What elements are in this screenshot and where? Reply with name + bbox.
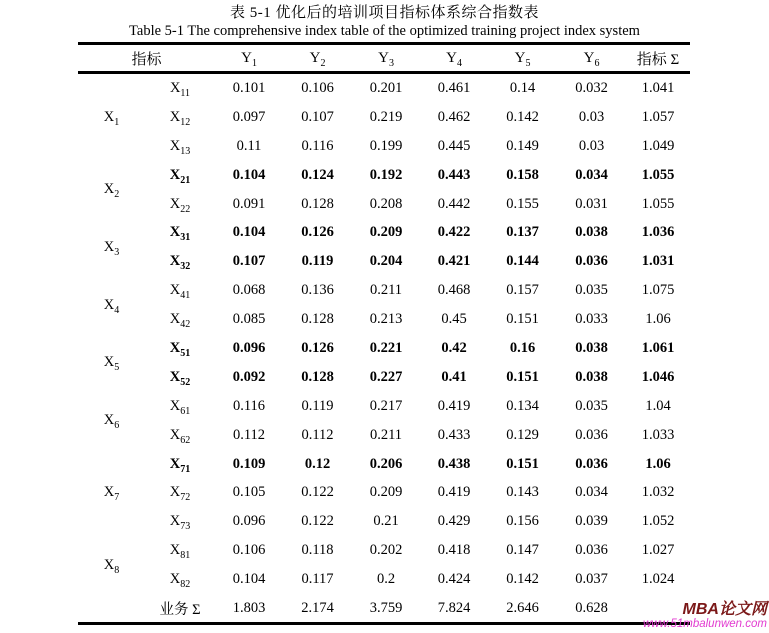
document-page bbox=[0, 4, 769, 630]
indicator-label-cell: $X_{41}$ bbox=[169, 282, 191, 302]
value-cell: 0.42 bbox=[441, 339, 467, 356]
value-cell: 0.142 bbox=[506, 571, 539, 588]
value-cell: 0.134 bbox=[506, 397, 539, 414]
value-cell: 0.097 bbox=[232, 108, 266, 125]
indicator-label-cell: $X_{21}$ bbox=[169, 166, 191, 186]
value-cell: 0.122 bbox=[301, 484, 334, 501]
group-label-cell: $X_8$ bbox=[103, 556, 120, 576]
indicator-label-cell: $X_{22}$ bbox=[169, 195, 191, 215]
value-cell: 0.219 bbox=[369, 108, 403, 125]
value-cell: 0.147 bbox=[506, 542, 539, 559]
table-row bbox=[78, 363, 690, 392]
value-cell: 0.221 bbox=[369, 339, 403, 356]
value-cell: 0.41 bbox=[441, 368, 467, 385]
header-y5: $Y_5$ bbox=[514, 49, 531, 69]
value-cell: 1.031 bbox=[641, 253, 675, 270]
value-cell: 0.217 bbox=[369, 397, 403, 414]
indicator-label-cell: $X_{51}$ bbox=[169, 339, 191, 359]
value-cell: 0.036 bbox=[575, 455, 608, 472]
table-row bbox=[78, 73, 690, 103]
value-cell: 0.116 bbox=[232, 397, 266, 414]
value-cell: 1.052 bbox=[641, 513, 675, 530]
table-row bbox=[78, 536, 690, 565]
value-cell: 0.45 bbox=[441, 311, 467, 328]
header-y2: $Y_2$ bbox=[309, 49, 326, 69]
value-cell: 0.118 bbox=[301, 542, 334, 559]
value-cell: 0.096 bbox=[232, 513, 266, 530]
value-cell: 0.2 bbox=[376, 571, 396, 588]
header-y4: $Y_4$ bbox=[446, 49, 462, 69]
indicator-label-cell: $X_{13}$ bbox=[169, 137, 191, 157]
value-cell: 1.061 bbox=[641, 339, 675, 356]
footer-empty-group-cell bbox=[78, 594, 145, 624]
header-y6: $Y_6$ bbox=[583, 49, 600, 69]
table-row bbox=[78, 392, 690, 421]
value-cell: 0.128 bbox=[301, 311, 334, 328]
value-cell: 0.461 bbox=[437, 79, 471, 96]
value-cell: 0.124 bbox=[301, 166, 334, 183]
value-cell: 0.085 bbox=[232, 311, 266, 328]
value-cell: 1.055 bbox=[641, 166, 675, 183]
value-cell: 0.035 bbox=[575, 282, 608, 299]
value-cell: 0.106 bbox=[301, 79, 334, 96]
value-cell: 1.04 bbox=[645, 397, 671, 414]
value-cell: 0.107 bbox=[301, 108, 334, 125]
value-cell: 0.033 bbox=[575, 311, 608, 328]
value-cell: 0.116 bbox=[301, 137, 334, 154]
value-cell: 0.143 bbox=[506, 484, 539, 501]
value-cell: 0.109 bbox=[232, 455, 266, 472]
value-cell: 0.419 bbox=[437, 484, 471, 501]
group-label-cell: $X_3$ bbox=[103, 238, 120, 258]
value-cell: 0.036 bbox=[575, 253, 608, 270]
table-row bbox=[78, 305, 690, 334]
value-cell: 1.041 bbox=[641, 79, 675, 96]
value-cell: 0.206 bbox=[369, 455, 403, 472]
table-row bbox=[78, 450, 690, 479]
indicator-label-cell: $X_{62}$ bbox=[169, 426, 191, 446]
comprehensive-index-table bbox=[78, 42, 690, 625]
value-cell: 0.421 bbox=[437, 253, 471, 270]
table-body bbox=[78, 73, 690, 595]
value-cell: 0.157 bbox=[506, 282, 539, 299]
group-label-cell: $X_4$ bbox=[103, 296, 120, 316]
value-cell: 1.027 bbox=[641, 542, 675, 559]
value-cell: 0.037 bbox=[575, 571, 608, 588]
value-cell: 0.442 bbox=[437, 195, 471, 212]
value-cell: 0.122 bbox=[301, 513, 334, 530]
value-cell: 0.036 bbox=[575, 426, 608, 443]
value-cell: 0.126 bbox=[301, 339, 334, 356]
value-cell: 1.06 bbox=[645, 311, 671, 328]
value-cell: 0.137 bbox=[506, 224, 539, 241]
group-label-cell: $X_6$ bbox=[103, 412, 120, 432]
table-row bbox=[78, 507, 690, 536]
value-cell: 0.038 bbox=[575, 339, 608, 356]
footer-label: 业务 Σ bbox=[159, 601, 201, 618]
value-cell: 0.21 bbox=[373, 513, 399, 530]
watermark-url: www.51mbalunwen.com bbox=[642, 618, 767, 630]
indicator-label-cell: $X_{61}$ bbox=[169, 397, 191, 417]
value-cell: 1.024 bbox=[641, 571, 675, 588]
footer-value-cell: 7.824 bbox=[437, 599, 471, 616]
indicator-label-cell: $X_{32}$ bbox=[169, 253, 191, 273]
value-cell: 0.438 bbox=[437, 455, 471, 472]
table-row bbox=[78, 565, 690, 594]
value-cell: 0.149 bbox=[506, 137, 539, 154]
value-cell: 1.06 bbox=[645, 455, 671, 472]
table-row bbox=[78, 103, 690, 132]
value-cell: 0.104 bbox=[232, 166, 266, 183]
value-cell: 0.192 bbox=[369, 166, 403, 183]
value-cell: 0.068 bbox=[232, 282, 266, 299]
value-cell: 0.211 bbox=[369, 282, 403, 299]
value-cell: 0.119 bbox=[301, 253, 334, 270]
value-cell: 1.036 bbox=[641, 224, 675, 241]
value-cell: 0.151 bbox=[506, 311, 539, 328]
header-indicator: 指标 bbox=[131, 51, 162, 68]
indicator-label-cell: $X_{31}$ bbox=[169, 224, 191, 244]
footer-value-cell: 3.759 bbox=[369, 599, 403, 616]
value-cell: 0.126 bbox=[301, 224, 334, 241]
value-cell: 0.142 bbox=[506, 108, 539, 125]
value-cell: 0.155 bbox=[506, 195, 539, 212]
indicator-label-cell: $X_{42}$ bbox=[169, 311, 191, 330]
value-cell: 0.16 bbox=[509, 339, 536, 356]
footer-value-cell: 0.628 bbox=[575, 599, 608, 616]
indicator-label-cell: $X_{81}$ bbox=[169, 542, 191, 562]
value-cell: 0.213 bbox=[369, 311, 403, 328]
value-cell: 0.039 bbox=[575, 513, 608, 530]
value-cell: 0.462 bbox=[437, 108, 471, 125]
group-label-cell: $X_1$ bbox=[103, 108, 120, 128]
value-cell: 0.443 bbox=[437, 166, 471, 183]
value-cell: 0.429 bbox=[437, 513, 471, 530]
indicator-label-cell: $X_{12}$ bbox=[169, 108, 191, 128]
value-cell: 0.104 bbox=[232, 571, 266, 588]
indicator-label-cell: $X_{82}$ bbox=[169, 571, 191, 590]
value-cell: 0.112 bbox=[232, 426, 266, 443]
indicator-label-cell: $X_{71}$ bbox=[169, 455, 191, 475]
value-cell: 0.032 bbox=[575, 79, 608, 96]
header-y3: $Y_3$ bbox=[378, 49, 394, 69]
value-cell: 0.112 bbox=[301, 426, 334, 443]
value-cell: 0.468 bbox=[437, 282, 471, 299]
watermark-brand-logo: MBA论文网 bbox=[682, 601, 767, 618]
group-label-cell: $X_5$ bbox=[103, 354, 120, 374]
value-cell: 0.034 bbox=[575, 166, 608, 183]
value-cell: 0.202 bbox=[369, 542, 403, 559]
table-row bbox=[78, 478, 690, 507]
value-cell: 0.105 bbox=[232, 484, 266, 501]
value-cell: 0.092 bbox=[232, 368, 266, 385]
value-cell: 0.091 bbox=[232, 195, 266, 212]
value-cell: 0.158 bbox=[506, 166, 539, 183]
value-cell: 0.136 bbox=[301, 282, 334, 299]
value-cell: 0.445 bbox=[437, 137, 471, 154]
value-cell: 0.14 bbox=[509, 79, 536, 96]
value-cell: 0.156 bbox=[506, 513, 539, 530]
table-row bbox=[78, 190, 690, 219]
table-row bbox=[78, 421, 690, 450]
value-cell: 0.104 bbox=[232, 224, 266, 241]
value-cell: 0.211 bbox=[369, 426, 403, 443]
value-cell: 0.12 bbox=[304, 455, 331, 472]
value-cell: 0.096 bbox=[232, 339, 266, 356]
value-cell: 0.151 bbox=[506, 455, 539, 472]
value-cell: 0.209 bbox=[369, 484, 403, 501]
table-caption-en: Table 5-1 The comprehensive index table of the optimized training project index system bbox=[129, 23, 640, 39]
value-cell: 1.033 bbox=[641, 426, 675, 443]
footer-value-cell: 2.174 bbox=[301, 599, 334, 616]
value-cell: 0.038 bbox=[575, 368, 608, 385]
value-cell: 1.055 bbox=[641, 195, 675, 212]
table-row bbox=[78, 161, 690, 190]
value-cell: 0.208 bbox=[369, 195, 403, 212]
value-cell: 1.057 bbox=[641, 108, 675, 125]
table-row bbox=[78, 247, 690, 276]
value-cell: 0.03 bbox=[578, 137, 605, 154]
value-cell: 0.151 bbox=[506, 368, 539, 385]
value-cell: 0.433 bbox=[437, 426, 471, 443]
value-cell: 0.11 bbox=[236, 137, 262, 154]
value-cell: 0.144 bbox=[506, 253, 539, 270]
value-cell: 0.107 bbox=[232, 253, 266, 270]
value-cell: 0.038 bbox=[575, 224, 608, 241]
group-label-cell: $X_7$ bbox=[103, 484, 120, 504]
table-row bbox=[78, 276, 690, 305]
value-cell: 0.034 bbox=[575, 484, 608, 501]
indicator-label-cell: $X_{73}$ bbox=[169, 513, 191, 533]
value-cell: 0.204 bbox=[369, 253, 403, 270]
value-cell: 0.201 bbox=[369, 79, 403, 96]
value-cell: 0.227 bbox=[369, 368, 403, 385]
value-cell: 0.419 bbox=[437, 397, 471, 414]
value-cell: 0.101 bbox=[232, 79, 266, 96]
table-row bbox=[78, 132, 690, 161]
footer-value-cell: 1.803 bbox=[232, 599, 266, 616]
table-row bbox=[78, 218, 690, 247]
indicator-label-cell: $X_{52}$ bbox=[169, 368, 191, 388]
group-label-cell: $X_2$ bbox=[103, 181, 120, 200]
value-cell: 1.046 bbox=[641, 368, 675, 385]
value-cell: 1.049 bbox=[641, 137, 675, 154]
value-cell: 0.424 bbox=[437, 571, 471, 588]
table-caption-zh: 表 5-1 优化后的培训项目指标体系综合指数表 bbox=[230, 5, 539, 21]
value-cell: 0.106 bbox=[232, 542, 266, 559]
value-cell: 1.075 bbox=[641, 282, 675, 299]
value-cell: 0.209 bbox=[369, 224, 403, 241]
value-cell: 0.128 bbox=[301, 195, 334, 212]
watermark bbox=[643, 601, 767, 631]
header-sigma: 指标 Σ bbox=[636, 51, 680, 68]
footer-value-cell: 2.646 bbox=[506, 599, 539, 616]
header-y1: $Y_1$ bbox=[241, 49, 257, 69]
indicator-label-cell: $X_{72}$ bbox=[169, 484, 191, 504]
value-cell: 1.032 bbox=[641, 484, 675, 501]
table-row bbox=[78, 334, 690, 363]
value-cell: 0.117 bbox=[301, 571, 334, 588]
value-cell: 0.128 bbox=[301, 368, 334, 385]
value-cell: 0.418 bbox=[437, 542, 471, 559]
value-cell: 0.036 bbox=[575, 542, 608, 559]
value-cell: 0.119 bbox=[301, 397, 334, 414]
value-cell: 0.035 bbox=[575, 397, 608, 414]
footer-row bbox=[78, 594, 690, 624]
value-cell: 0.422 bbox=[437, 224, 471, 241]
value-cell: 0.199 bbox=[369, 137, 403, 154]
indicator-label-cell: $X_{11}$ bbox=[169, 79, 191, 99]
value-cell: 0.129 bbox=[506, 426, 539, 443]
value-cell: 0.031 bbox=[575, 195, 608, 212]
value-cell: 0.03 bbox=[578, 108, 605, 125]
header-row bbox=[78, 44, 690, 73]
